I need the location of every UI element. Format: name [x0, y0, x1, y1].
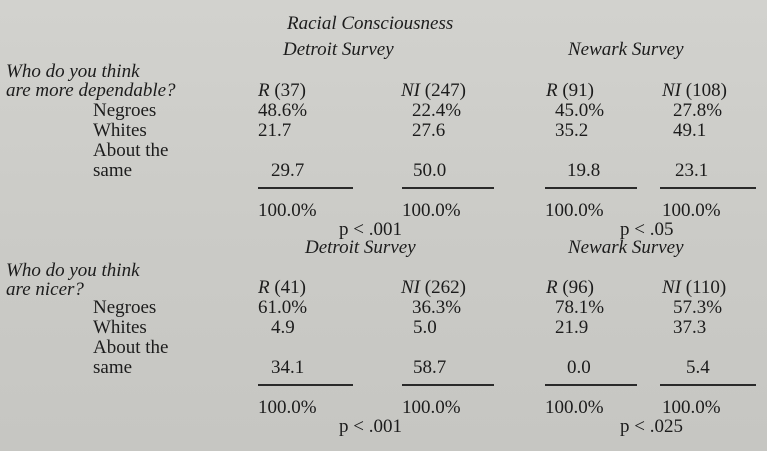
- section2-total: 100.0%: [545, 397, 604, 418]
- column-group-letter: R: [258, 80, 270, 101]
- section1-p-detroit: p < .001: [339, 219, 402, 240]
- column-count: (247): [420, 80, 466, 101]
- section1-total: 100.0%: [258, 200, 317, 221]
- section2-row-same-label-line1: About the: [93, 337, 169, 358]
- section1-cell: 22.4%: [412, 100, 462, 121]
- column-group-letter: NI: [662, 277, 681, 298]
- section2-cell: 36.3%: [412, 297, 462, 318]
- section2-cell: 61.0%: [258, 297, 308, 318]
- column-group-letter: NI: [401, 277, 420, 298]
- section2-row-whites-label: Whites: [93, 317, 147, 338]
- section1-cell: 48.6%: [258, 100, 308, 121]
- section2-col-newark-ni: [662, 278, 726, 298]
- section1-rule: [402, 187, 494, 189]
- column-count: (262): [420, 277, 466, 298]
- section2-cell: 58.7: [413, 357, 447, 378]
- section1-row-negroes-label: Negroes: [93, 100, 157, 121]
- section2-rule: [660, 384, 756, 386]
- column-group-letter: R: [258, 277, 270, 298]
- section2-cell: 37.3: [673, 317, 707, 338]
- section1-col-detroit-ni: [401, 81, 466, 101]
- section2-rule: [545, 384, 637, 386]
- column-count: (108): [681, 80, 727, 101]
- section2-rule: [402, 384, 494, 386]
- column-group-letter: NI: [401, 80, 420, 101]
- section2-row-negroes-label: Negroes: [93, 297, 157, 318]
- column-count: (37): [269, 80, 307, 101]
- section1-rule: [545, 187, 637, 189]
- section1-cell: 50.0: [413, 160, 447, 181]
- section2-total: 100.0%: [258, 397, 317, 418]
- section1-cell: 27.6: [412, 120, 446, 141]
- section2-cell: 78.1%: [555, 297, 605, 318]
- section1-row-same-label-line2: same: [93, 160, 133, 181]
- section1-total: 100.0%: [662, 200, 721, 221]
- section1-cell: 49.1: [673, 120, 707, 141]
- section1-col-newark-r: [546, 81, 594, 101]
- section2-question-line1: Who do you think: [6, 260, 140, 281]
- section2-newark-label: Newark Survey: [568, 237, 684, 258]
- section2-cell: 4.9: [271, 317, 295, 338]
- section1-col-newark-ni: [662, 81, 727, 101]
- section1-row-same-label-line1: About the: [93, 140, 169, 161]
- section1-row-whites-label: Whites: [93, 120, 147, 141]
- column-count: (96): [557, 277, 595, 298]
- section1-cell: 35.2: [555, 120, 589, 141]
- section1-newark-label: Newark Survey: [568, 39, 684, 60]
- section2-cell: 57.3%: [673, 297, 723, 318]
- section1-question-line2: are more dependable?: [6, 80, 176, 101]
- column-group-letter: NI: [662, 80, 681, 101]
- section2-col-newark-r: [546, 278, 594, 298]
- column-count: (41): [269, 277, 307, 298]
- section2-p-detroit: p < .001: [339, 416, 402, 437]
- section1-col-detroit-r: [258, 81, 306, 101]
- section1-cell: 19.8: [567, 160, 601, 181]
- section1-cell: 27.8%: [673, 100, 723, 121]
- table-title: Racial Consciousness: [287, 13, 454, 34]
- section1-p-newark: p < .05: [620, 219, 674, 240]
- section2-total: 100.0%: [402, 397, 461, 418]
- section1-detroit-label: Detroit Survey: [283, 39, 394, 60]
- section1-cell: 21.7: [258, 120, 292, 141]
- column-count: (110): [681, 277, 727, 298]
- section2-cell: 34.1: [271, 357, 305, 378]
- section1-total: 100.0%: [402, 200, 461, 221]
- column-group-letter: R: [546, 277, 558, 298]
- section1-cell: 29.7: [271, 160, 305, 181]
- section2-total: 100.0%: [662, 397, 721, 418]
- section2-cell: 5.0: [413, 317, 437, 338]
- section2-p-newark: p < .025: [620, 416, 683, 437]
- section2-col-detroit-ni: [401, 278, 466, 298]
- section1-cell: 23.1: [675, 160, 709, 181]
- section1-cell: 45.0%: [555, 100, 605, 121]
- section2-cell: 21.9: [555, 317, 589, 338]
- section2-detroit-label: Detroit Survey: [305, 237, 416, 258]
- section2-cell: 0.0: [567, 357, 591, 378]
- section2-row-same-label-line2: same: [93, 357, 133, 378]
- section2-rule: [258, 384, 353, 386]
- section1-rule: [258, 187, 353, 189]
- section1-rule: [660, 187, 756, 189]
- section1-question-line1: Who do you think: [6, 61, 140, 82]
- column-count: (91): [557, 80, 595, 101]
- column-group-letter: R: [546, 80, 558, 101]
- section2-cell: 5.4: [686, 357, 710, 378]
- section2-col-detroit-r: [258, 278, 306, 298]
- section2-question-line2: are nicer?: [6, 279, 84, 300]
- section1-total: 100.0%: [545, 200, 604, 221]
